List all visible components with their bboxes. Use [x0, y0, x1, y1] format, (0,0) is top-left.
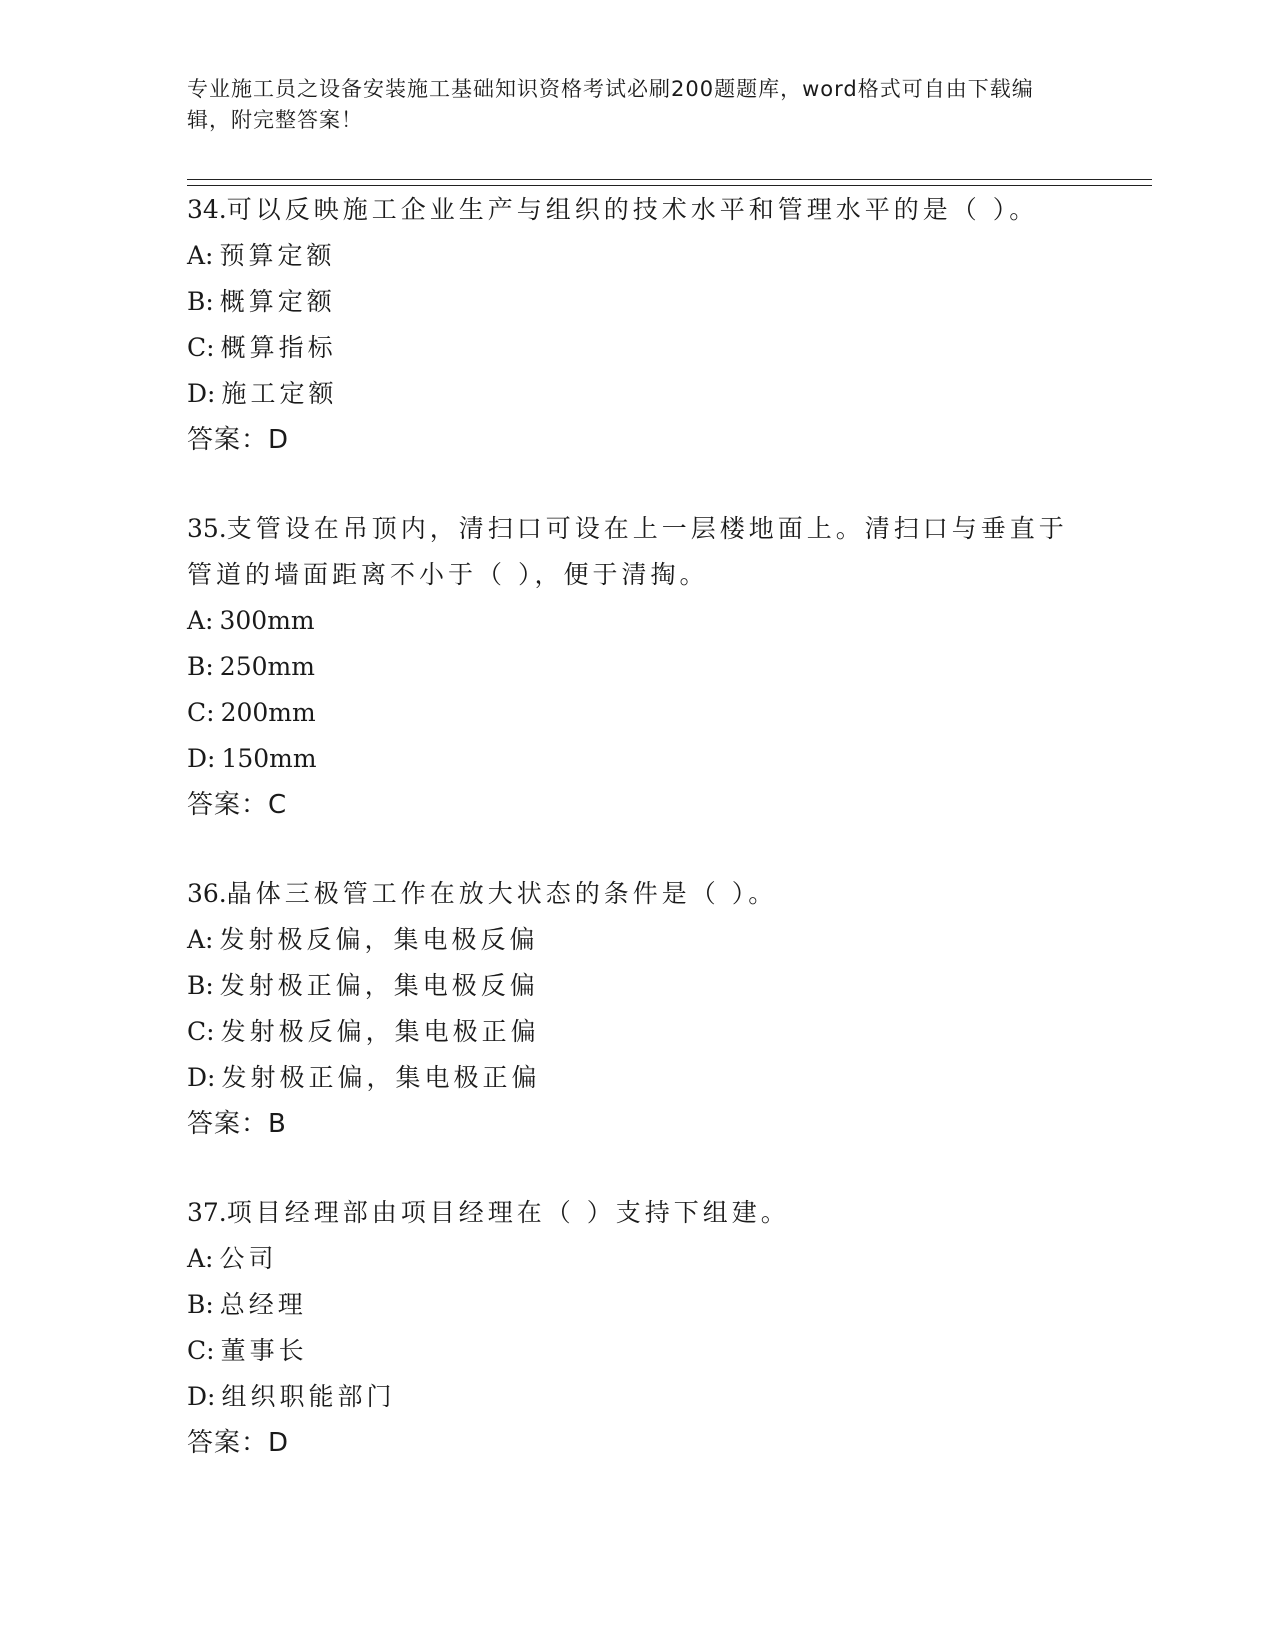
- question-stem: [187, 1190, 1087, 1236]
- question-stem: [187, 871, 1087, 917]
- question-number: 37.: [187, 1198, 227, 1227]
- option-c: C: 董事长: [187, 1336, 308, 1365]
- question-number: 36.: [187, 879, 227, 908]
- question-stem: [187, 506, 1087, 598]
- option-b: B: 总经理: [187, 1290, 307, 1319]
- option-a: A: 预算定额: [187, 241, 336, 270]
- answer-line: 答案：B: [187, 1109, 287, 1139]
- question-text: 项目经理部由项目经理在（ ）支持下组建。: [226, 1198, 790, 1227]
- answer-line: 答案：D: [187, 425, 290, 455]
- option-d: D: 施工定额: [187, 379, 338, 408]
- answer-line: 答案：D: [187, 1428, 290, 1458]
- document-header: 专业施工员之设备安装施工基础知识资格考试必刷200题题库，word格式可自由下载编辑，附完整答案！: [187, 77, 1034, 132]
- question-stem: [187, 187, 1087, 233]
- header-divider-top: [187, 179, 1152, 180]
- header-divider-bottom: [187, 185, 1152, 186]
- option-d: D: 组织职能部门: [187, 1382, 396, 1411]
- option-d: D: 150mm: [187, 744, 317, 773]
- option-c: C: 概算指标: [187, 333, 337, 362]
- question-number: 34.: [187, 195, 227, 224]
- option-a: A: 300mm: [187, 606, 315, 635]
- option-a: A: 发射极反偏，集电极反偏: [187, 925, 539, 954]
- option-a: A: 公司: [187, 1244, 278, 1273]
- question-36: [187, 871, 1087, 1147]
- question-text: 晶体三极管工作在放大状态的条件是（ ）。: [226, 879, 778, 908]
- option-b: B: 250mm: [187, 652, 315, 681]
- question-number: 35.: [187, 514, 227, 543]
- option-c: C: 200mm: [187, 698, 316, 727]
- option-b: B: 发射极正偏，集电极反偏: [187, 971, 539, 1000]
- question-text: 可以反映施工企业生产与组织的技术水平和管理水平的是（ ）。: [226, 195, 1039, 224]
- question-35: [187, 506, 1087, 828]
- question-text: 支管设在吊顶内，清扫口可设在上一层楼地面上。清扫口与垂直于管道的墙面距离不小于（ ），便于清掏。: [187, 514, 1068, 589]
- answer-line: 答案：C: [187, 790, 288, 820]
- option-d: D: 发射极正偏，集电极正偏: [187, 1063, 541, 1092]
- question-34: [187, 187, 1087, 463]
- option-b: B: 概算定额: [187, 287, 336, 316]
- question-37: [187, 1190, 1087, 1466]
- option-c: C: 发射极反偏，集电极正偏: [187, 1017, 540, 1046]
